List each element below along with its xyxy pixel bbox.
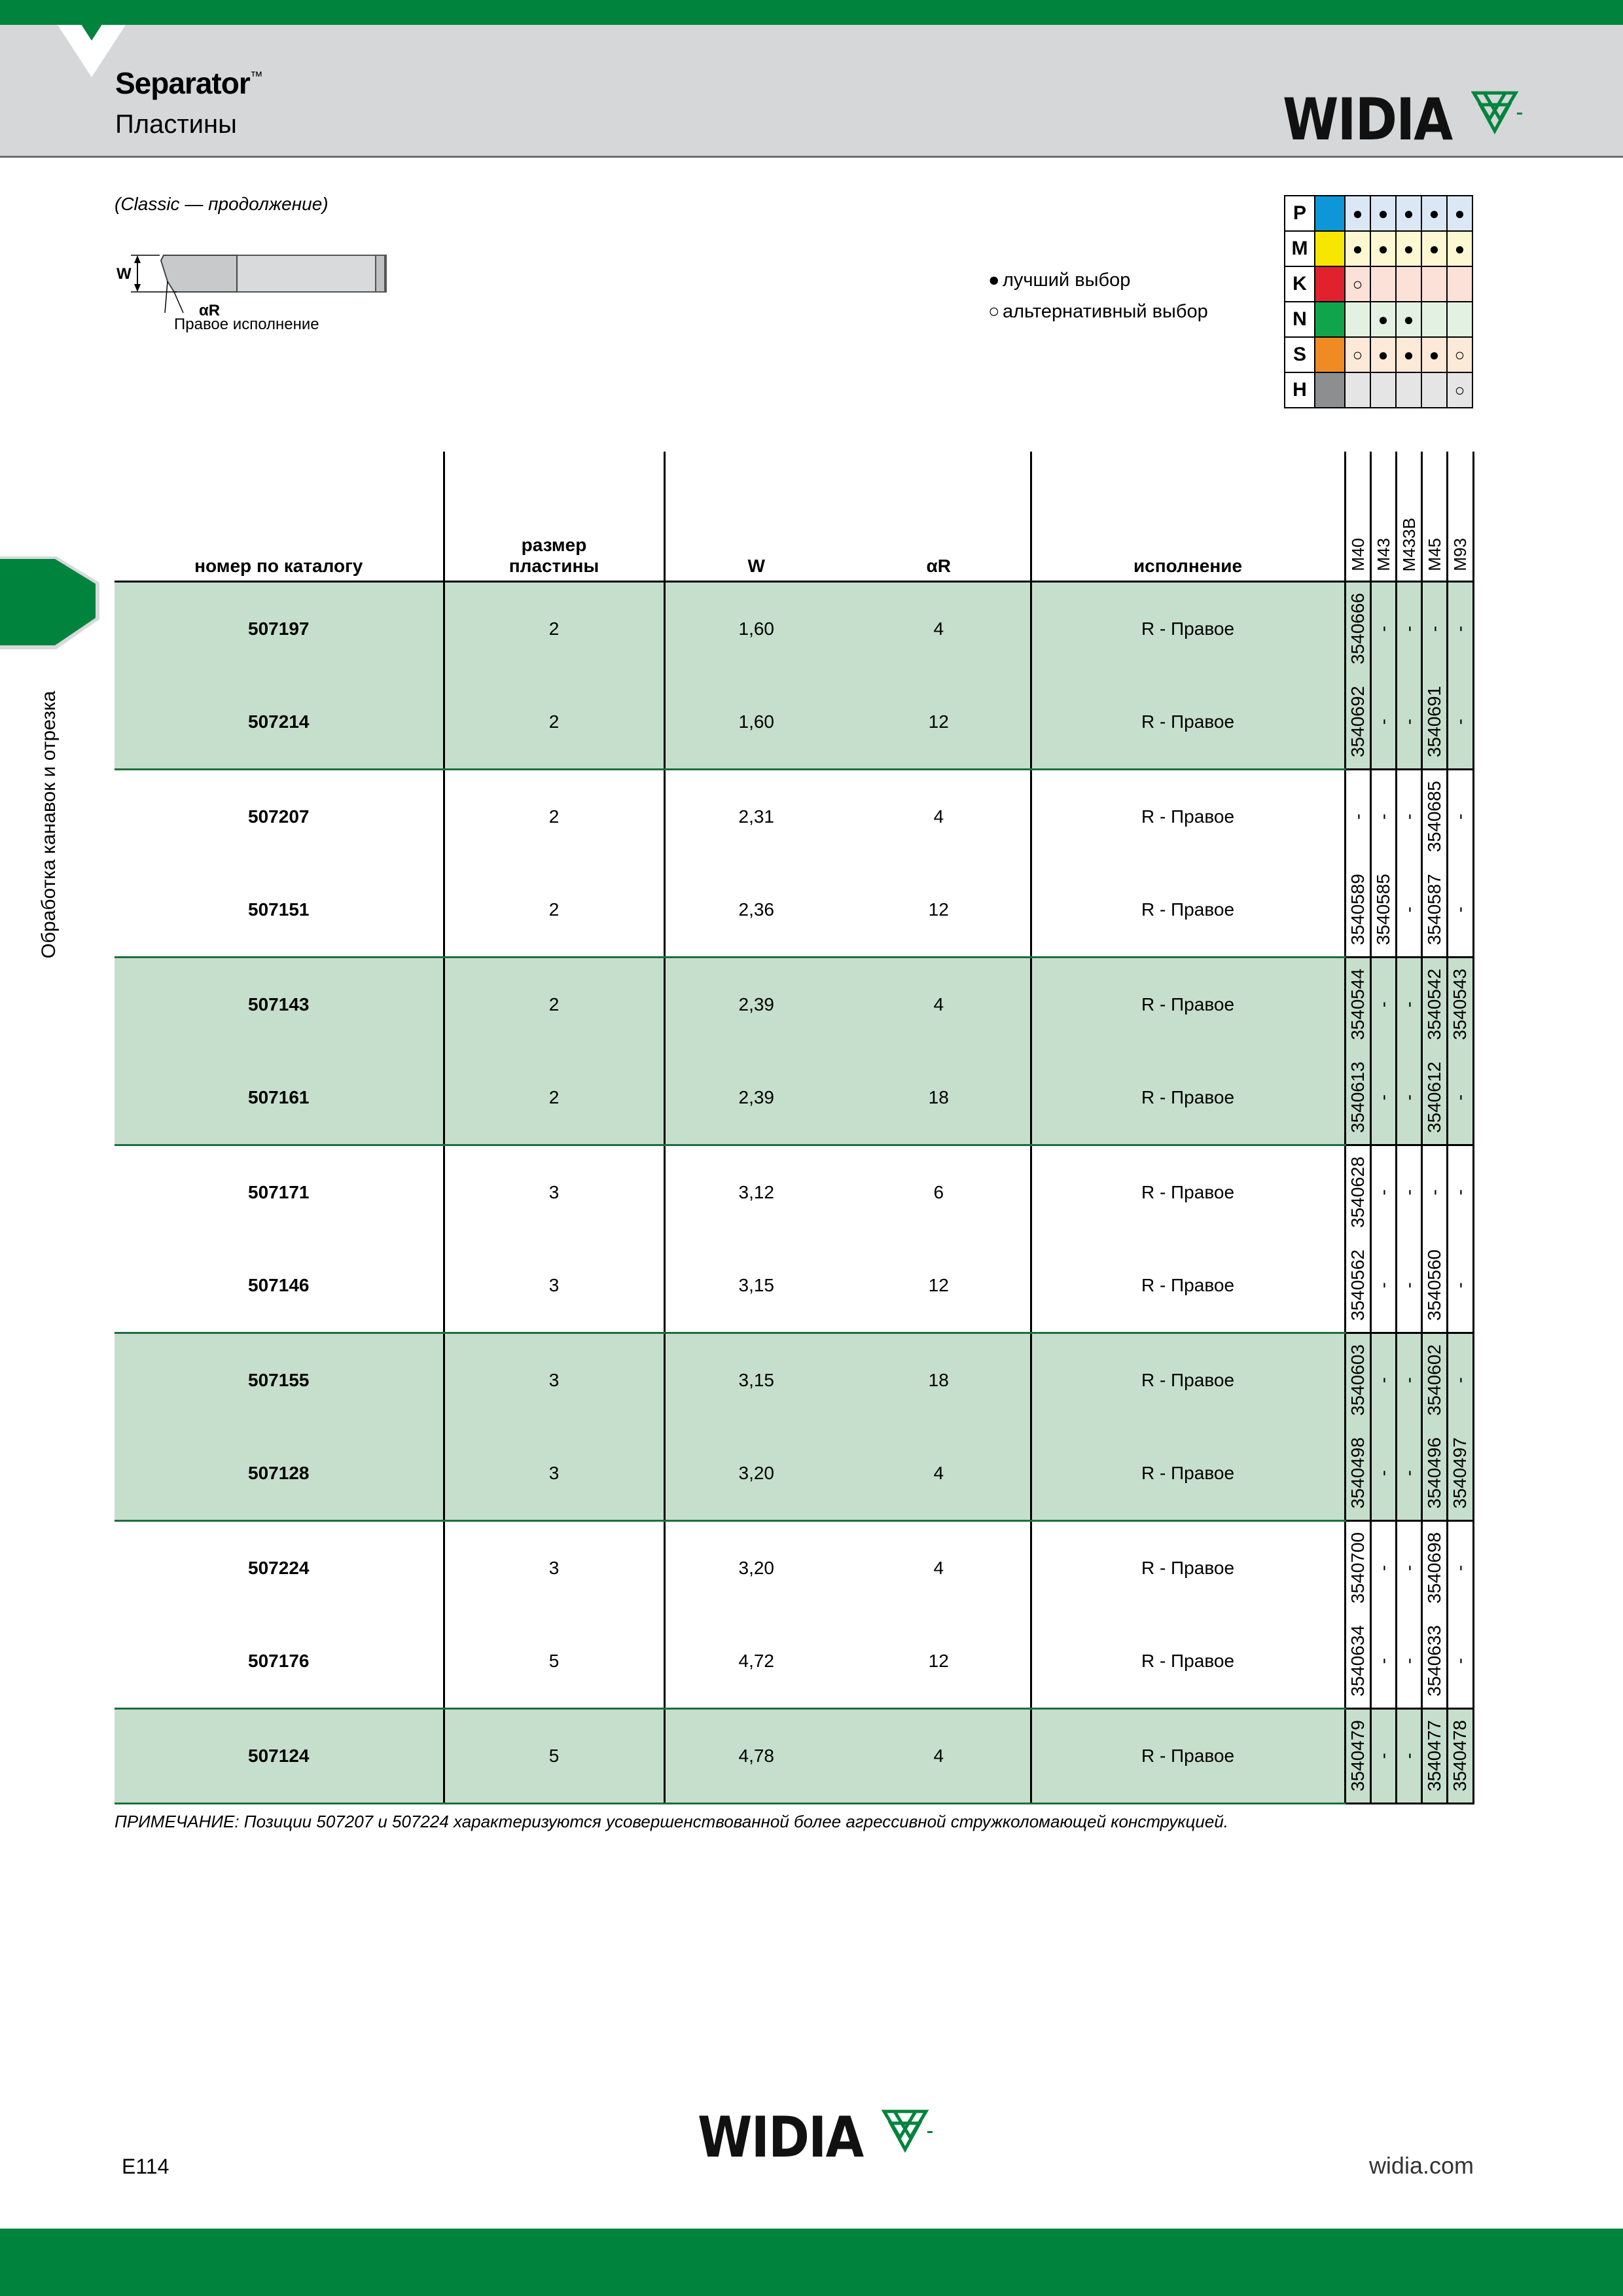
header-grade-m43: M43 <box>1370 452 1396 582</box>
cell-w: 3,20 <box>738 1558 774 1578</box>
table-row <box>115 1709 1473 1804</box>
header-size <box>444 452 664 582</box>
legend-alt: ○ альтернативный выбор <box>988 301 1208 322</box>
cell-catalog: 507124 <box>115 1709 444 1804</box>
iso-cell <box>1370 372 1396 408</box>
page-title: Separator™ <box>115 66 262 100</box>
tool-ar-label: αR <box>199 302 221 319</box>
iso-cell: ● <box>1421 231 1447 266</box>
cell-catalog: 507214 <box>115 675 444 770</box>
iso-cell: ● <box>1370 196 1396 231</box>
top-green-bar <box>0 0 1623 25</box>
cell-catalog: 507207 <box>115 770 444 864</box>
cell-ar: 12 <box>847 675 1031 770</box>
cell-size: 2 <box>444 582 664 676</box>
cell-grade: - <box>1396 1239 1421 1333</box>
cell-size: 3 <box>444 1145 664 1240</box>
iso-cell: ○ <box>1345 266 1370 302</box>
cell-grade: - <box>1396 1051 1421 1145</box>
cell-ar: 4 <box>847 1427 1031 1521</box>
cell-grade: - <box>1370 582 1396 676</box>
cell-grade: 3540587 <box>1421 863 1447 958</box>
cell-w: 3,15 <box>664 1239 847 1333</box>
cell-grade: 3540562 <box>1345 1239 1370 1333</box>
cell-grade: - <box>1447 1521 1473 1615</box>
cell-grade: 3540542 <box>1421 958 1447 1052</box>
cell-grade: - <box>1370 1615 1396 1709</box>
iso-color-swatch <box>1315 337 1345 372</box>
cell-grade: - <box>1370 1051 1396 1145</box>
cell-grade: 3540666 <box>1345 582 1370 676</box>
cell-grade: - <box>1396 770 1421 864</box>
iso-row-n <box>1285 302 1472 337</box>
cell-grade: 3540691 <box>1421 675 1447 770</box>
iso-letter: N <box>1285 302 1315 337</box>
iso-cell <box>1421 302 1447 337</box>
cell-grade: 3540560 <box>1421 1239 1447 1333</box>
iso-cell <box>1447 266 1472 302</box>
classic-note: (Classic — продолжение) <box>115 194 329 214</box>
cell-catalog: 507151 <box>115 863 444 958</box>
cell-ar: 12 <box>847 863 1031 958</box>
iso-row-h <box>1285 372 1472 408</box>
cell-catalog: 507128 <box>115 1427 444 1521</box>
widia-logo <box>1283 86 1524 153</box>
page-number: E114 <box>122 2155 169 2178</box>
iso-cell <box>1345 302 1370 337</box>
cell-ar: 18 <box>847 1333 1031 1427</box>
cell-grade: 3540496 <box>1421 1427 1447 1521</box>
iso-color-swatch <box>1315 302 1345 337</box>
header-size-line2: пластины <box>508 556 599 576</box>
cell-ar: 4 <box>847 582 1031 676</box>
cell-ar: 12 <box>847 1239 1031 1333</box>
page-subtitle: Пластины <box>115 110 237 139</box>
cell-grade: - <box>1447 1239 1473 1333</box>
cell-grade: - <box>1396 863 1421 958</box>
cell-grade: - <box>1370 675 1396 770</box>
cell-grade: - <box>1421 582 1447 676</box>
cell-size: 2 <box>444 958 664 1052</box>
cell-w: 2,31 <box>738 806 774 827</box>
iso-letter: M <box>1285 231 1315 266</box>
cell-w: 4,78 <box>664 1709 847 1804</box>
iso-row-s <box>1285 337 1472 372</box>
table-row <box>115 675 1473 770</box>
iso-color-swatch <box>1315 372 1345 408</box>
iso-cell: ● <box>1396 302 1421 337</box>
cell-catalog: 507224 <box>115 1521 444 1615</box>
cell-grade: 3540603 <box>1345 1333 1370 1427</box>
cell-grade: - <box>1396 958 1421 1052</box>
cell-ar: 18 <box>847 1051 1031 1145</box>
iso-cell <box>1421 266 1447 302</box>
cell-grade: - <box>1370 1427 1396 1521</box>
cell-grade: 3540497 <box>1447 1427 1473 1521</box>
triangle-logo-icon <box>1471 90 1524 136</box>
legend <box>988 264 1208 327</box>
cell-hand: R - Правое <box>1031 1239 1345 1333</box>
cell-grade: - <box>1447 1051 1473 1145</box>
cell-catalog: 507176 <box>115 1615 444 1709</box>
cell-size: 5 <box>444 1615 664 1709</box>
header-grade-m40: M40 <box>1345 452 1370 582</box>
cell-grade: - <box>1396 1521 1421 1615</box>
header-grade-m433b: M433B <box>1396 452 1421 582</box>
table-row <box>115 1051 1473 1145</box>
cell-ar: 12 <box>847 1615 1031 1709</box>
iso-letter: P <box>1285 196 1315 231</box>
bottom-green-bar <box>0 2229 1623 2296</box>
cell-grade: - <box>1370 1239 1396 1333</box>
iso-cell: ● <box>1370 302 1396 337</box>
iso-letter: H <box>1285 372 1315 408</box>
table-row <box>115 1333 1473 1427</box>
cell-w: 3,12 <box>738 1182 774 1202</box>
footer-widia-logo <box>698 2105 934 2170</box>
cell-grade: - <box>1370 958 1396 1052</box>
cell-size: 3 <box>444 1521 664 1615</box>
header-hand: исполнение <box>1031 452 1345 582</box>
cell-ar: 4 <box>847 1521 1031 1615</box>
iso-cell: ● <box>1421 196 1447 231</box>
table-row <box>115 1239 1473 1333</box>
cell-grade: - <box>1396 1145 1421 1240</box>
cell-hand: R - Правое <box>1031 675 1345 770</box>
cell-size: 2 <box>444 1051 664 1145</box>
header-grade-m93: M93 <box>1447 452 1473 582</box>
cell-hand: R - Правое <box>1031 863 1345 958</box>
cell-grade: - <box>1396 1333 1421 1427</box>
cell-w: 2,39 <box>664 1051 847 1145</box>
cell-w: 3,20 <box>664 1427 847 1521</box>
tool-w-label: W <box>116 265 132 283</box>
header-grade-m45: M45 <box>1421 452 1447 582</box>
cell-grade: 3540628 <box>1345 1145 1370 1240</box>
iso-cell: ● <box>1447 231 1472 266</box>
cell-hand: R - Правое <box>1031 1615 1345 1709</box>
section-tab <box>0 556 105 655</box>
table-row <box>115 1145 1473 1240</box>
header-size-line1: размер <box>521 535 587 555</box>
cell-grade: 3540543 <box>1447 958 1473 1052</box>
cell-grade: 3540585 <box>1370 863 1396 958</box>
cell-hand: R - Правое <box>1031 582 1345 676</box>
cell-grade: - <box>1447 1333 1473 1427</box>
iso-cell: ○ <box>1345 337 1370 372</box>
iso-row-m <box>1285 231 1472 266</box>
page-header <box>0 25 1623 158</box>
cell-w: 4,72 <box>664 1615 847 1709</box>
cell-grade: - <box>1447 770 1473 864</box>
cell-hand: R - Правое <box>1031 958 1345 1052</box>
cell-grade: - <box>1447 863 1473 958</box>
iso-letter: S <box>1285 337 1315 372</box>
header-catalog: номер по каталогу <box>115 452 444 582</box>
cell-w: 1,60 <box>664 582 847 676</box>
iso-cell <box>1421 372 1447 408</box>
cell-grade: 3540478 <box>1447 1709 1473 1804</box>
cell-grade: 3540685 <box>1421 770 1447 864</box>
table-row <box>115 770 1473 864</box>
iso-letter: K <box>1285 266 1315 302</box>
cell-hand: R - Правое <box>1141 1558 1235 1578</box>
header-w: W <box>664 452 847 582</box>
iso-cell: ● <box>1345 231 1370 266</box>
cell-grade: - <box>1396 582 1421 676</box>
cell-grade: - <box>1370 1709 1396 1804</box>
cell-grade: - <box>1396 1427 1421 1521</box>
cell-grade: 3540602 <box>1421 1333 1447 1427</box>
cell-grade: - <box>1421 1145 1447 1240</box>
cell-grade: 3540612 <box>1421 1051 1447 1145</box>
cell-grade: - <box>1447 1615 1473 1709</box>
iso-color-swatch <box>1315 196 1345 231</box>
cell-grade: - <box>1396 675 1421 770</box>
table-row <box>115 582 1473 676</box>
cell-grade: - <box>1370 1521 1396 1615</box>
iso-cell: ● <box>1370 231 1396 266</box>
iso-cell <box>1396 372 1421 408</box>
cell-grade: - <box>1396 1615 1421 1709</box>
cell-grade: 3540634 <box>1345 1615 1370 1709</box>
iso-cell: ● <box>1396 337 1421 372</box>
cell-hand: R - Правое <box>1141 1182 1235 1202</box>
iso-cell <box>1396 266 1421 302</box>
cell-grade: 3540700 <box>1345 1521 1370 1615</box>
iso-cell: ● <box>1396 231 1421 266</box>
cell-size: 5 <box>444 1709 664 1804</box>
cell-size: 2 <box>444 863 664 958</box>
cell-catalog: 507171 <box>115 1145 444 1240</box>
cell-w: 2,36 <box>664 863 847 958</box>
header-notch-inner <box>65 0 118 41</box>
cell-catalog: 507146 <box>115 1239 444 1333</box>
website-link[interactable]: widia.com <box>1368 2152 1474 2179</box>
cell-size: 3 <box>444 1239 664 1333</box>
cell-grade: 3540692 <box>1345 675 1370 770</box>
iso-cell: ● <box>1421 337 1447 372</box>
table-header-row <box>115 452 1473 582</box>
cell-grade: 3540589 <box>1345 863 1370 958</box>
cell-size: 3 <box>444 1333 664 1427</box>
logo-wordmark: WIDIA <box>1283 86 1452 153</box>
iso-cell <box>1447 302 1472 337</box>
cell-w: 2,39 <box>664 958 847 1052</box>
cell-ar: 4 <box>847 770 1031 864</box>
iso-cell <box>1370 266 1396 302</box>
iso-row-k <box>1285 266 1472 302</box>
table-row <box>115 958 1473 1052</box>
cell-hand: R - Правое <box>1031 1333 1345 1427</box>
iso-cell: ● <box>1345 196 1370 231</box>
iso-cell: ○ <box>1447 337 1472 372</box>
cell-hand: R - Правое <box>1031 1051 1345 1145</box>
cell-grade: 3540544 <box>1345 958 1370 1052</box>
header-ar: αR <box>847 452 1031 582</box>
cell-hand: R - Правое <box>1031 1709 1345 1804</box>
cell-ar: 4 <box>847 958 1031 1052</box>
cell-catalog: 507143 <box>115 958 444 1052</box>
footer-logo-wordmark: WIDIA <box>698 2105 863 2170</box>
iso-color-swatch <box>1315 266 1345 302</box>
cell-grade: - <box>1396 1709 1421 1804</box>
section-label: Обработка канавок и отрезка <box>38 691 60 959</box>
cell-grade: - <box>1447 582 1473 676</box>
iso-color-swatch <box>1315 231 1345 266</box>
cell-catalog: 507155 <box>115 1333 444 1427</box>
iso-cell: ● <box>1396 196 1421 231</box>
cell-grade: - <box>1370 1145 1396 1240</box>
table-row <box>115 1427 1473 1521</box>
cell-w: 3,15 <box>664 1333 847 1427</box>
legend-best: ● лучший выбор <box>988 270 1131 291</box>
cell-hand: R - Правое <box>1031 1427 1345 1521</box>
cell-ar: 6 <box>847 1145 1031 1240</box>
cell-grade: - <box>1447 675 1473 770</box>
iso-cell: ● <box>1370 337 1396 372</box>
cell-catalog: 507161 <box>115 1051 444 1145</box>
cell-grade: 3540698 <box>1421 1521 1447 1615</box>
cell-grade: 3540633 <box>1421 1615 1447 1709</box>
iso-cell: ● <box>1447 196 1472 231</box>
footnote: ПРИМЕЧАНИЕ: Позиции 507207 и 507224 характеризуются усовершенствованной более агрессивной стружколомающей конструкцией. <box>115 1812 1229 1831</box>
table-row <box>115 863 1473 958</box>
cell-grade: 3540613 <box>1345 1051 1370 1145</box>
iso-material-table <box>1284 195 1473 408</box>
cell-ar: 4 <box>847 1709 1031 1804</box>
footer-triangle-logo-icon <box>882 2109 934 2155</box>
table-row <box>115 1521 1473 1615</box>
iso-cell <box>1345 372 1370 408</box>
table-row <box>115 1615 1473 1709</box>
cell-catalog: 507197 <box>115 582 444 676</box>
cell-size: 2 <box>444 770 664 864</box>
cell-size: 2 <box>444 675 664 770</box>
cell-size: 3 <box>444 1427 664 1521</box>
tool-caption: Правое исполнение <box>174 315 319 333</box>
cell-grade: 3540498 <box>1345 1427 1370 1521</box>
tool-diagram <box>111 242 393 321</box>
cell-grade: - <box>1447 1145 1473 1240</box>
cell-grade: - <box>1345 770 1370 864</box>
cell-grade: 3540477 <box>1421 1709 1447 1804</box>
cell-grade: - <box>1370 1333 1396 1427</box>
cell-w: 1,60 <box>664 675 847 770</box>
cell-grade: 3540479 <box>1345 1709 1370 1804</box>
iso-row-p <box>1285 196 1472 231</box>
product-table <box>115 452 1474 1804</box>
iso-cell: ○ <box>1447 372 1472 408</box>
cell-hand: R - Правое <box>1141 806 1235 827</box>
cell-grade: - <box>1370 770 1396 864</box>
